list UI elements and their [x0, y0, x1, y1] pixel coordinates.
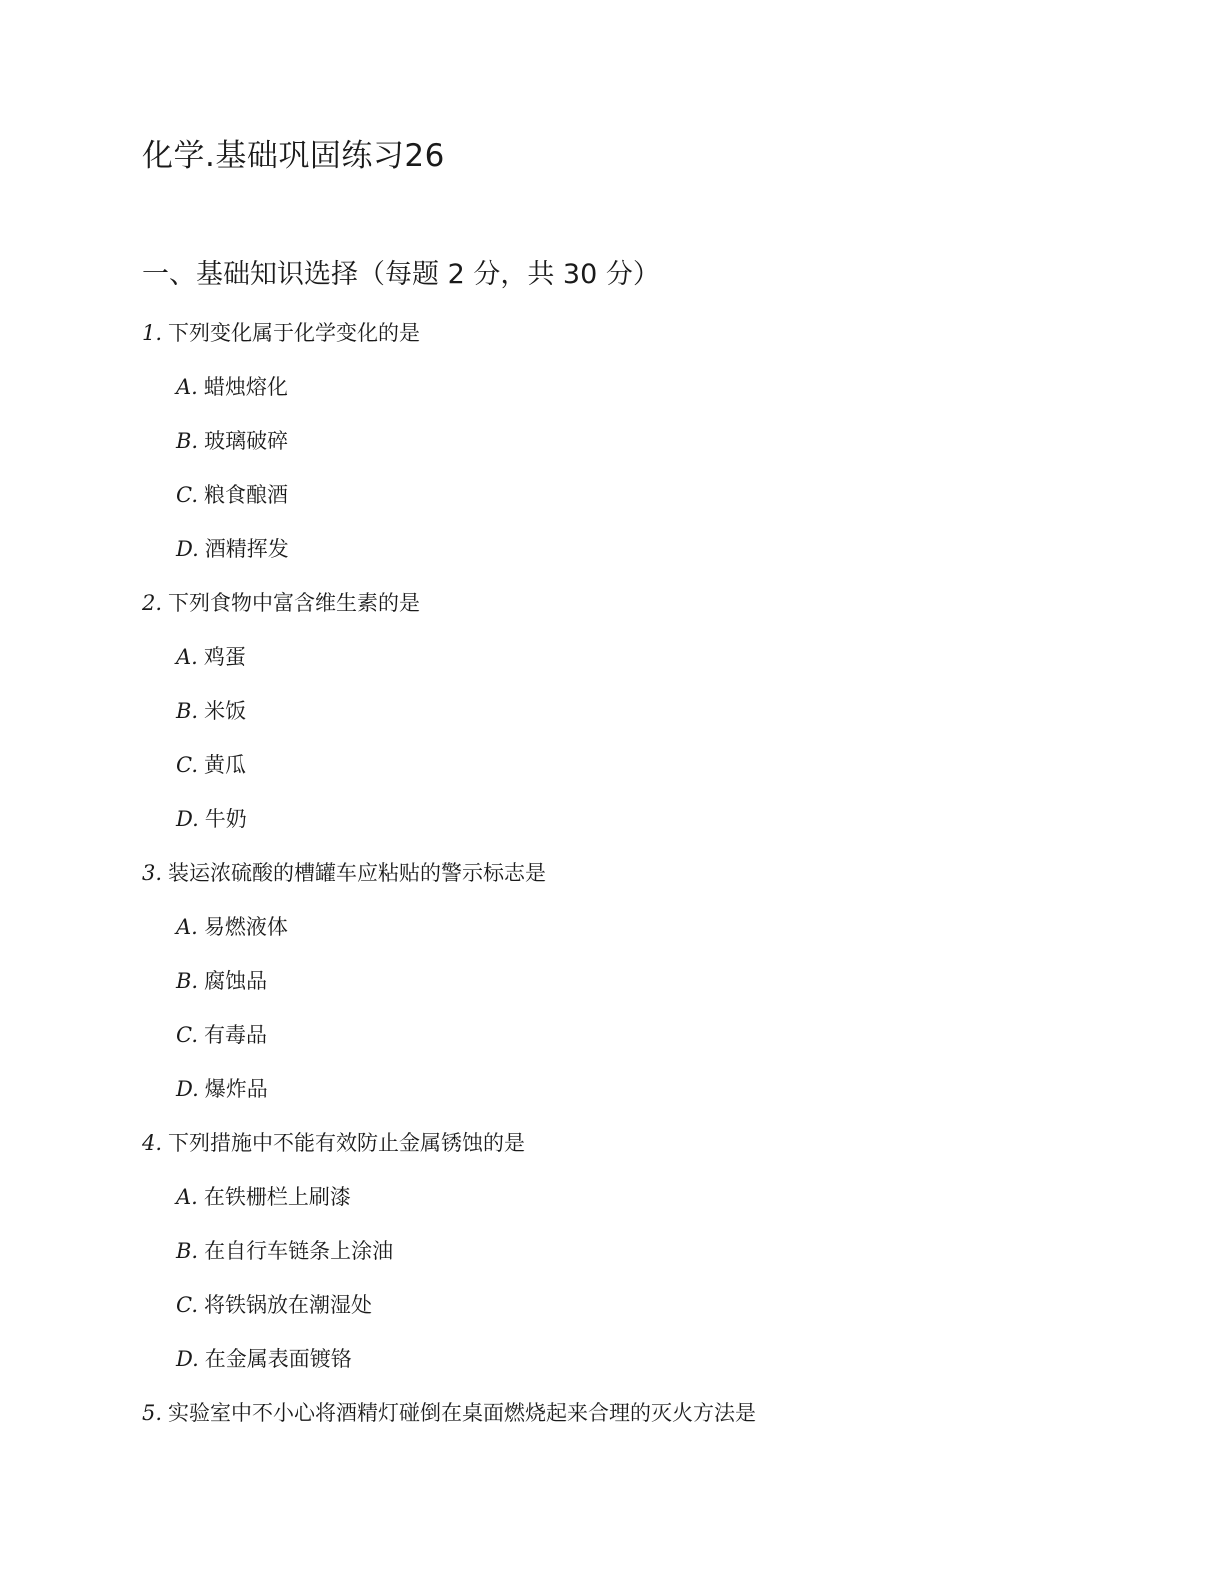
option-letter: D.	[176, 537, 199, 561]
question-1-option-b	[142, 426, 1142, 480]
section-title: 一、基础知识选择（每题 2 分，共 30 分）	[142, 259, 660, 290]
option-letter: C.	[176, 483, 198, 507]
option-text: 将铁锅放在潮湿处	[204, 1293, 372, 1317]
document-title: 化学.基础巩固练习26	[142, 138, 445, 174]
question-2-option-d	[142, 804, 1142, 858]
option-text: 酒精挥发	[204, 537, 289, 561]
question-4-option-a	[142, 1182, 1142, 1236]
question-4-option-c	[142, 1290, 1142, 1344]
option-text: 爆炸品	[204, 1077, 268, 1101]
option-letter: D.	[176, 1347, 199, 1371]
option-letter: C.	[176, 1023, 198, 1047]
option-text: 黄瓜	[204, 753, 246, 777]
question-3-option-b	[142, 966, 1142, 1020]
question-3	[142, 858, 1142, 912]
option-letter: B.	[176, 1239, 199, 1263]
question-4	[142, 1128, 1142, 1182]
option-letter: D.	[176, 1077, 199, 1101]
question-2-option-a	[142, 642, 1142, 696]
question-2-option-c	[142, 750, 1142, 804]
option-text: 米饭	[204, 699, 247, 723]
question-number: 1.	[142, 321, 163, 345]
question-4-option-b	[142, 1236, 1142, 1290]
question-2	[142, 588, 1142, 642]
option-letter: A.	[176, 915, 198, 939]
question-text: 实验室中不小心将酒精灯碰倒在桌面燃烧起来合理的灭火方法是	[168, 1401, 757, 1425]
option-text: 在金属表面镀铬	[204, 1347, 352, 1371]
question-list	[142, 318, 1142, 1452]
question-3-option-c	[142, 1020, 1142, 1074]
question-number: 5.	[142, 1401, 163, 1425]
option-letter: D.	[176, 807, 199, 831]
option-letter: C.	[176, 1293, 198, 1317]
question-number: 3.	[142, 861, 163, 885]
option-letter: A.	[176, 375, 198, 399]
question-5	[142, 1398, 1142, 1452]
option-letter: B.	[176, 969, 199, 993]
question-1-option-d	[142, 534, 1142, 588]
question-1-option-c	[142, 480, 1142, 534]
question-1	[142, 318, 1142, 372]
option-text: 玻璃破碎	[204, 429, 289, 453]
question-number: 2.	[142, 591, 163, 615]
option-letter: C.	[176, 753, 198, 777]
option-letter: B.	[176, 429, 199, 453]
option-text: 蜡烛熔化	[203, 375, 288, 399]
option-text: 鸡蛋	[203, 645, 246, 669]
question-text: 下列措施中不能有效防止金属锈蚀的是	[168, 1131, 526, 1155]
option-letter: B.	[176, 699, 199, 723]
question-text: 装运浓硫酸的槽罐车应粘贴的警示标志是	[168, 861, 547, 885]
question-2-option-b	[142, 696, 1142, 750]
question-3-option-d	[142, 1074, 1142, 1128]
option-letter: A.	[176, 1185, 198, 1209]
option-letter: A.	[176, 645, 198, 669]
option-text: 腐蚀品	[204, 969, 268, 993]
question-1-option-a	[142, 372, 1142, 426]
option-text: 易燃液体	[203, 915, 288, 939]
question-3-option-a	[142, 912, 1142, 966]
question-text: 下列变化属于化学变化的是	[168, 321, 421, 345]
option-text: 在自行车链条上涂油	[204, 1239, 394, 1263]
question-text: 下列食物中富含维生素的是	[168, 591, 421, 615]
question-number: 4.	[142, 1131, 163, 1155]
option-text: 在铁栅栏上刷漆	[203, 1185, 351, 1209]
option-text: 粮食酿酒	[204, 483, 288, 507]
option-text: 有毒品	[204, 1023, 267, 1047]
option-text: 牛奶	[204, 807, 247, 831]
question-4-option-d	[142, 1344, 1142, 1398]
